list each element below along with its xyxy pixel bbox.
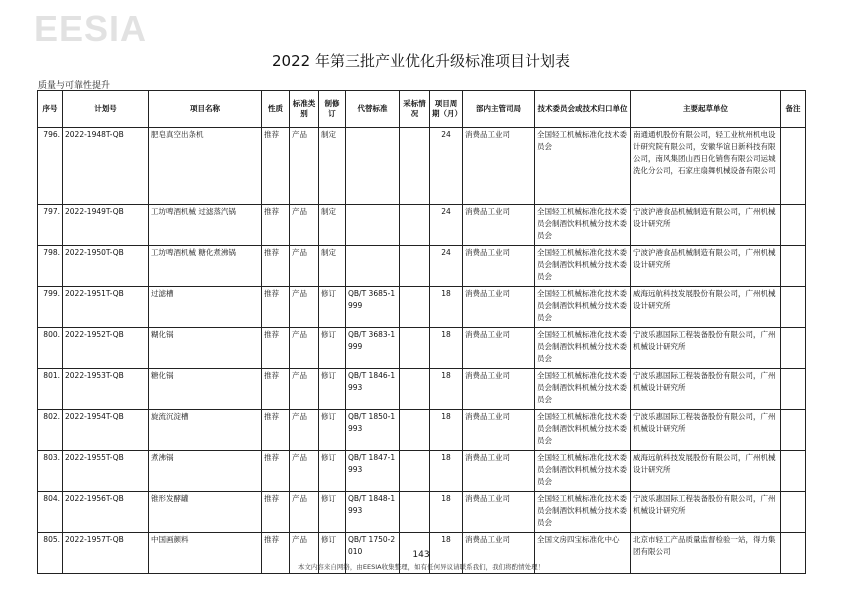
row-category: 产品 [290,410,319,451]
header-category: 标准类别 [290,91,319,128]
row-category: 产品 [290,492,319,533]
header-tech-committee: 技术委员会或技术归口单位 [535,91,631,128]
row-category: 产品 [290,205,319,246]
row-adoption [400,328,430,369]
row-period: 24 [430,246,463,287]
row-dept: 消费品工业司 [463,533,535,574]
row-category: 产品 [290,287,319,328]
row-period: 18 [430,533,463,574]
row-revision: 修订 [319,451,346,492]
row-tech-committee: 全国文房四宝标准化中心 [535,533,631,574]
row-drafting-unit: 威海远航科技发展股份有限公司，广州机械设计研究所 [631,451,781,492]
row-drafting-unit: 宁波沪港食品机械制造有限公司，广州机械设计研究所 [631,246,781,287]
row-nature: 推荐 [262,328,290,369]
header-period: 项目周期（月） [430,91,463,128]
row-nature: 推荐 [262,287,290,328]
row-project-name: 肥皂真空出条机 [149,128,262,205]
row-adoption [400,246,430,287]
table-row [38,492,806,533]
table-row [38,287,806,328]
row-tech-committee: 全国轻工机械标准化技术委员会制酒饮料机械分技术委员会 [535,328,631,369]
row-remarks [781,328,806,369]
standards-plan-table [37,90,806,574]
row-adoption [400,451,430,492]
row-plan-no: 2022-1957T-QB [63,533,149,574]
row-dept: 消费品工业司 [463,128,535,205]
row-plan-no: 2022-1956T-QB [63,492,149,533]
row-adoption [400,410,430,451]
table-row [38,205,806,246]
row-dept: 消费品工业司 [463,410,535,451]
row-category: 产品 [290,246,319,287]
row-replaced-standard: QB/T 1847-1993 [346,451,400,492]
row-replaced-standard: QB/T 3683-1999 [346,328,400,369]
row-category: 产品 [290,533,319,574]
row-drafting-unit: 宁波乐惠国际工程装备股份有限公司，广州机械设计研究所 [631,492,781,533]
row-nature: 推荐 [262,492,290,533]
row-project-name: 工坊啤酒机械 糖化煮沸锅 [149,246,262,287]
row-replaced-standard: QB/T 1850-1993 [346,410,400,451]
row-period: 24 [430,205,463,246]
header-replaced: 代替标准 [346,91,400,128]
row-project-name: 工坊啤酒机械 过滤蒸汽锅 [149,205,262,246]
row-nature: 推荐 [262,369,290,410]
row-revision: 制定 [319,205,346,246]
row-nature: 推荐 [262,205,290,246]
row-period: 18 [430,369,463,410]
row-seq: 796. [38,128,63,205]
row-tech-committee: 全国轻工机械标准化技术委员会 [535,128,631,205]
row-nature: 推荐 [262,410,290,451]
row-replaced-standard: QB/T 1848-1993 [346,492,400,533]
row-seq: 805. [38,533,63,574]
row-drafting-unit: 宁波沪港食品机械制造有限公司，广州机械设计研究所 [631,205,781,246]
row-drafting-unit: 宁波乐惠国际工程装备股份有限公司，广州机械设计研究所 [631,410,781,451]
row-dept: 消费品工业司 [463,492,535,533]
row-tech-committee: 全国轻工机械标准化技术委员会制酒饮料机械分技术委员会 [535,410,631,451]
row-dept: 消费品工业司 [463,205,535,246]
row-plan-no: 2022-1952T-QB [63,328,149,369]
row-drafting-unit: 宁波乐惠国际工程装备股份有限公司，广州机械设计研究所 [631,369,781,410]
row-category: 产品 [290,451,319,492]
page-title: 2022 年第三批产业优化升级标准项目计划表 [272,52,570,70]
row-adoption [400,492,430,533]
row-dept: 消费品工业司 [463,369,535,410]
table-row [38,369,806,410]
row-nature: 推荐 [262,128,290,205]
table-row [38,128,806,205]
header-drafting-unit: 主要起草单位 [631,91,781,128]
row-plan-no: 2022-1948T-QB [63,128,149,205]
row-category: 产品 [290,128,319,205]
row-adoption [400,205,430,246]
row-replaced-standard [346,246,400,287]
row-period: 18 [430,287,463,328]
row-period: 18 [430,492,463,533]
row-plan-no: 2022-1954T-QB [63,410,149,451]
row-revision: 制定 [319,128,346,205]
row-revision: 修订 [319,369,346,410]
row-replaced-standard: QB/T 1846-1993 [346,369,400,410]
row-revision: 修订 [319,410,346,451]
row-adoption [400,287,430,328]
header-seq: 序号 [38,91,63,128]
row-drafting-unit: 宁波乐惠国际工程装备股份有限公司，广州机械设计研究所 [631,328,781,369]
row-plan-no: 2022-1950T-QB [63,246,149,287]
row-revision: 修订 [319,287,346,328]
row-project-name: 锥形发酵罐 [149,492,262,533]
row-plan-no: 2022-1953T-QB [63,369,149,410]
row-tech-committee: 全国轻工机械标准化技术委员会制酒饮料机械分技术委员会 [535,369,631,410]
row-plan-no: 2022-1955T-QB [63,451,149,492]
row-drafting-unit: 威海远航科技发展股份有限公司，广州机械设计研究所 [631,287,781,328]
row-project-name: 旋流沉淀槽 [149,410,262,451]
row-revision: 修订 [319,328,346,369]
row-seq: 804. [38,492,63,533]
row-revision: 修订 [319,533,346,574]
row-project-name: 糖化锅 [149,369,262,410]
row-remarks [781,492,806,533]
row-category: 产品 [290,369,319,410]
row-dept: 消费品工业司 [463,451,535,492]
row-project-name: 煮沸锅 [149,451,262,492]
row-remarks [781,410,806,451]
row-seq: 801. [38,369,63,410]
row-tech-committee: 全国轻工机械标准化技术委员会制酒饮料机械分技术委员会 [535,492,631,533]
row-seq: 797. [38,205,63,246]
row-project-name: 过滤槽 [149,287,262,328]
row-revision: 修订 [319,492,346,533]
row-remarks [781,451,806,492]
row-period: 18 [430,451,463,492]
header-plan-no: 计划号 [63,91,149,128]
row-adoption [400,128,430,205]
row-remarks [781,205,806,246]
table-row [38,246,806,287]
row-nature: 推荐 [262,533,290,574]
row-seq: 803. [38,451,63,492]
row-replaced-standard: QB/T 3685-1999 [346,287,400,328]
header-adoption: 采标情况 [400,91,430,128]
row-category: 产品 [290,328,319,369]
table-row [38,451,806,492]
eesia-logo: EESIA [34,8,148,49]
row-replaced-standard: QB/T 1750-2010 [346,533,400,574]
row-remarks [781,128,806,205]
row-tech-committee: 全国轻工机械标准化技术委员会制酒饮料机械分技术委员会 [535,246,631,287]
row-remarks [781,246,806,287]
page-number: 143 [412,550,430,560]
header-dept: 部内主管司局 [463,91,535,128]
row-project-name: 糊化锅 [149,328,262,369]
row-revision: 制定 [319,246,346,287]
row-adoption [400,369,430,410]
row-period: 18 [430,328,463,369]
footer-disclaimer: 本文内容来自网络，由EESIA收集整理，如有任何异议请联系我们，我们将酌情处理！ [297,563,545,571]
row-remarks [781,287,806,328]
row-period: 24 [430,128,463,205]
row-plan-no: 2022-1949T-QB [63,205,149,246]
row-period: 18 [430,410,463,451]
row-seq: 802. [38,410,63,451]
row-dept: 消费品工业司 [463,287,535,328]
row-replaced-standard [346,205,400,246]
row-nature: 推荐 [262,451,290,492]
row-project-name: 中国画颜料 [149,533,262,574]
row-nature: 推荐 [262,246,290,287]
row-plan-no: 2022-1951T-QB [63,287,149,328]
row-seq: 800. [38,328,63,369]
row-tech-committee: 全国轻工机械标准化技术委员会制酒饮料机械分技术委员会 [535,205,631,246]
header-nature: 性质 [262,91,290,128]
row-dept: 消费品工业司 [463,328,535,369]
header-revision: 制修订 [319,91,346,128]
row-replaced-standard [346,128,400,205]
table-row [38,410,806,451]
table-row [38,328,806,369]
row-tech-committee: 全国轻工机械标准化技术委员会制酒饮料机械分技术委员会 [535,451,631,492]
row-dept: 消费品工业司 [463,246,535,287]
row-remarks [781,369,806,410]
row-seq: 798. [38,246,63,287]
section-subtitle: 质量与可靠性提升 [38,81,111,91]
header-project-name: 项目名称 [149,91,262,128]
row-tech-committee: 全国轻工机械标准化技术委员会制酒饮料机械分技术委员会 [535,287,631,328]
table-header-row [38,91,806,128]
row-seq: 799. [38,287,63,328]
header-remarks: 备注 [781,91,806,128]
row-drafting-unit: 北京市轻工产品质量监督检验一站，得力集团有限公司 [631,533,781,574]
row-drafting-unit: 南通通机股份有限公司，轻工业杭州机电设计研究院有限公司，安徽华谊日新科技有限公司，南风集团山西日化销售有限公司运城洗化分公司，石家庄扇舞机械设备有限公司 [631,128,781,205]
